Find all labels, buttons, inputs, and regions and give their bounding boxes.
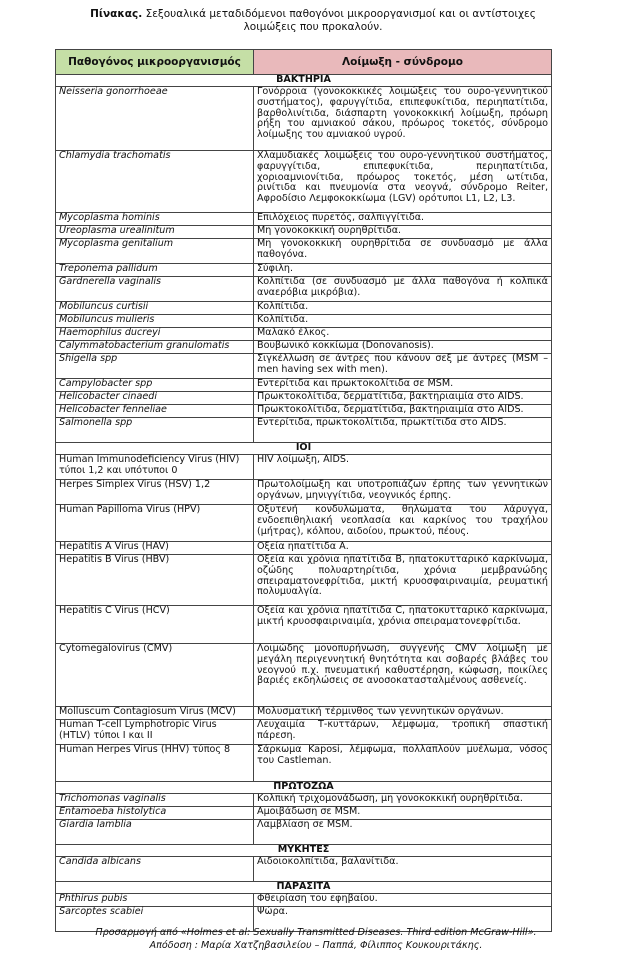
infection-cell: Κολπίτιδα (σε συνδυασμό με άλλα παθογόνα ή κολπικά αναερόβια μικρόβια). [254, 277, 552, 302]
infection-cell: Σάρκωμα Kaposi, λέμφωμα, πολλαπλούν μυέλωμα, νόσος του Castleman. [254, 745, 552, 782]
pathogen-cell: Hepatitis C Virus (HCV) [56, 606, 254, 644]
infection-cell: Πρωκτοκολίτιδα, δερματίτιδα, βακτηριαιμία στο AIDS. [254, 392, 552, 405]
table-row [56, 542, 552, 555]
table-footer [40, 926, 592, 952]
table-row [56, 277, 552, 302]
infection-cell: Κολπίτιδα. [254, 302, 552, 315]
pathogen-cell: Giardia lamblia [56, 820, 254, 845]
pathogen-cell: Molluscum Contagiosum Virus (MCV) [56, 707, 254, 720]
infection-cell: Σιγκέλλωση σε άντρες που κάνουν σεξ με άντρες (MSM – men having sex with men). [254, 354, 552, 379]
infection-cell: Πρωτολοίμωξη και υποτροπιάζων έρπης των γεννητικών οργάνων, μηνιγγίτιδα, νεογνικός έρπης. [254, 480, 552, 505]
infection-cell: Αιδοιοκολπίτιδα, βαλανίτιδα. [254, 857, 552, 882]
pathogen-cell: Mycoplasma genitalium [56, 239, 254, 264]
section-row [56, 782, 552, 794]
infection-cell: Μη γονοκοκκική ουρηθρίτιδα. [254, 226, 552, 239]
pathogen-cell: Human T-cell Lymphotropic Virus (HTLV) τύποι Ι και ΙΙ [56, 720, 254, 745]
infection-cell: Χλαμυδιακές λοιμώξεις του ουρο-γεννητικού συστήματος, φαρυγγίτιδα, επιπεφυκίτιδα, περιηπατίτιδα, χοριοαμνιονίτιδα, πρόωρος τοκετός, μέση ωτίτιδα, ρινίτιδα και πνευμονία στα νεογνά, σύνδρομο Reiter, Αφροδίσιο Λεμφοκοκκίωμα (LGV) ορότυποι L1, L2, L3. [254, 151, 552, 213]
pathogen-cell: Gardnerella vaginalis [56, 277, 254, 302]
pathogen-cell: Helicobacter fenneliae [56, 405, 254, 418]
table-row [56, 239, 552, 264]
table-row [56, 455, 552, 480]
table-row [56, 745, 552, 782]
infection-cell: Λευχαιμία Τ-κυττάρων, λέμφωμα, τροπική σπαστική πάρεση. [254, 720, 552, 745]
infection-cell: Λοιμώδης μονοπυρήνωση, συγγενής CMV λοίμωξη με μεγάλη περιγεννητική θνητότητα και σοβαρές βλάβες του νεογνού π.χ. πνευματική καθυστέρηση, κώφωση, ποικίλες βαριές εκδηλώσεις σε ανοσοκατασταλμένους ασθενείς. [254, 644, 552, 707]
infection-cell: Πρωκτοκολίτιδα, δερματίτιδα, βακτηριαιμία στο AIDS. [254, 405, 552, 418]
infection-cell: Βουβωνικό κοκκίωμα (Donovanosis). [254, 341, 552, 354]
infection-cell: Μαλακό έλκος. [254, 328, 552, 341]
footer-translation: Απόδοση : Μαρία Χατζηβασιλείου – Παππά, Φίλιππος Κουκουριτάκης. [149, 940, 483, 951]
infection-cell: Οξεία και χρόνια ηπατίτιδα Β, ηπατοκυτταρικό καρκίνωμα, οζώδης πολυαρτηρίτιδα, χρόνια μεμβρανώδης σπειραματονεφρίτιδα, μικτή κρυοσφαιριναιμία, ρευματική πολυμυαλγία. [254, 555, 552, 606]
table-row [56, 392, 552, 405]
table-row [56, 720, 552, 745]
table-row [56, 354, 552, 379]
table-row [56, 794, 552, 807]
section-row [56, 845, 552, 857]
infection-cell: Λαμβλίαση σε MSM. [254, 820, 552, 845]
pathogen-cell: Helicobacter cinaedi [56, 392, 254, 405]
infection-cell: Μολυσματική τέρμινθος των γεννητικών οργάνων. [254, 707, 552, 720]
infection-cell: Οξυτενή κονδυλώματα, θηλώματα του λάρυγγα, ενδοεπιθηλιακή νεοπλασία και καρκίνος του τραχήλου (μήτρας), κόλπου, αιδοίου, πρωκτού, πέους. [254, 505, 552, 542]
table-caption [78, 8, 548, 34]
infection-cell: Κολπίτιδα. [254, 315, 552, 328]
caption-text: Σεξουαλικά μεταδιδόμενοι παθογόνοι μικροοργανισμοί και οι αντίστοιχες λοιμώξεις που προκαλούν. [145, 8, 536, 33]
infection-cell: Γονόρροια (γονοκοκκικές λοιμώξεις του ουρο-γεννητικού συστήματος), φαρυγγίτιδα, επιπεφυκίτιδα, περιηπατίτιδα, βαρθολινίτιδα, διάσπαρτη γονοκοκκική λοίμωξη, πρόωρη ρήξη του αμνιακού σάκου, πρόωρος τοκετός, σύνδρομο λοίμωξης του αμνιακού υγρού. [254, 87, 552, 151]
infection-cell: Αμοιβάδωση σε MSM. [254, 807, 552, 820]
infection-cell: Επιλόχειος πυρετός, σαλπιγγίτιδα. [254, 213, 552, 226]
infection-cell: Οξεία και χρόνια ηπατίτιδα C, ηπατοκυτταρικό καρκίνωμα, μικτή κρυοσφαιριναιμία, χρόνια σπειραματονεφρίτιδα. [254, 606, 552, 644]
table-row [56, 418, 552, 443]
table-row [56, 341, 552, 354]
pathogens-table [55, 49, 552, 932]
pathogen-cell: Neisseria gonorrhoeae [56, 87, 254, 151]
table-row [56, 857, 552, 882]
table-row [56, 894, 552, 907]
pathogen-cell: Mobiluncus curtisii [56, 302, 254, 315]
table-row [56, 480, 552, 505]
table-row [56, 644, 552, 707]
table-row [56, 151, 552, 213]
table-row [56, 606, 552, 644]
table-header-row [56, 50, 552, 75]
infection-cell: Ψώρα. [254, 907, 552, 932]
footer-source: Προσαρμογή από «Holmes et al: Sexually Transmitted Diseases. Third edition McGraw-Hill». [95, 927, 537, 938]
table-row [56, 226, 552, 239]
infection-cell: Μη γονοκοκκική ουρηθρίτιδα σε συνδυασμό με άλλα παθογόνα. [254, 239, 552, 264]
pathogen-cell: Ureoplasma urealinitum [56, 226, 254, 239]
pathogen-cell: Sarcoptes scabiei [56, 907, 254, 932]
pathogen-cell: Entamoeba histolytica [56, 807, 254, 820]
pathogen-cell: Candida albicans [56, 857, 254, 882]
pathogen-cell: Chlamydia trachomatis [56, 151, 254, 213]
pathogen-cell: Herpes Simplex Virus (HSV) 1,2 [56, 480, 254, 505]
section-row [56, 443, 552, 455]
table-row [56, 302, 552, 315]
pathogen-cell: Hepatitis A Virus (HAV) [56, 542, 254, 555]
section-title: ΙΟΙ [56, 443, 552, 455]
pathogen-cell: Trichomonas vaginalis [56, 794, 254, 807]
section-row [56, 882, 552, 894]
section-row [56, 75, 552, 87]
pathogen-cell: Phthirus pubis [56, 894, 254, 907]
caption-label: Πίνακας. [90, 8, 143, 20]
infection-cell: Οξεία ηπατίτιδα Α. [254, 542, 552, 555]
pathogen-cell: Salmonella spp [56, 418, 254, 443]
table-row [56, 87, 552, 151]
pathogen-cell: Shigella spp [56, 354, 254, 379]
table-row [56, 264, 552, 277]
table-row [56, 328, 552, 341]
table-body [56, 75, 552, 932]
pathogen-cell: Treponema pallidum [56, 264, 254, 277]
pathogen-cell: Campylobacter spp [56, 379, 254, 392]
table-row [56, 213, 552, 226]
pathogen-cell: Cytomegalovirus (CMV) [56, 644, 254, 707]
pathogen-cell: Mycoplasma hominis [56, 213, 254, 226]
table-row [56, 807, 552, 820]
pathogen-cell: Calymmatobacterium granulomatis [56, 341, 254, 354]
infection-cell: HIV λοίμωξη, AIDS. [254, 455, 552, 480]
header-infection: Λοίμωξη - σύνδρομο [254, 50, 552, 75]
infection-cell: Κολπική τριχομονάδωση, μη γονοκοκκική ουρηθρίτιδα. [254, 794, 552, 807]
section-title: ΠΑΡΑΣΙΤΑ [56, 882, 552, 894]
table-row [56, 707, 552, 720]
pathogen-cell: Mobiluncus mulieris [56, 315, 254, 328]
section-title: ΒΑΚΤΗΡΙΑ [56, 75, 552, 87]
infection-cell: Εντερίτιδα και πρωκτοκολίτιδα σε MSM. [254, 379, 552, 392]
infection-cell: Φθειρίαση του εφηβαίου. [254, 894, 552, 907]
table-row [56, 315, 552, 328]
table-row [56, 379, 552, 392]
pathogen-cell: Hepatitis B Virus (HBV) [56, 555, 254, 606]
header-pathogen: Παθογόνος μικροοργανισμός [56, 50, 254, 75]
table-row [56, 555, 552, 606]
section-title: ΠΡΩΤΟΖΩΑ [56, 782, 552, 794]
pathogen-cell: Human Herpes Virus (HHV) τύπος 8 [56, 745, 254, 782]
section-title: ΜΥΚΗΤΕΣ [56, 845, 552, 857]
table-row [56, 505, 552, 542]
pathogen-cell: Human Immunodeficiency Virus (HIV) τύποι 1,2 και υπότυποι 0 [56, 455, 254, 480]
table-row [56, 405, 552, 418]
infection-cell: Εντερίτιδα, πρωκτοκολίτιδα, πρωκτίτιδα στο AIDS. [254, 418, 552, 443]
pathogen-cell: Human Papilloma Virus (HPV) [56, 505, 254, 542]
pathogen-cell: Haemophilus ducreyi [56, 328, 254, 341]
table-row [56, 820, 552, 845]
infection-cell: Σύφιλη. [254, 264, 552, 277]
